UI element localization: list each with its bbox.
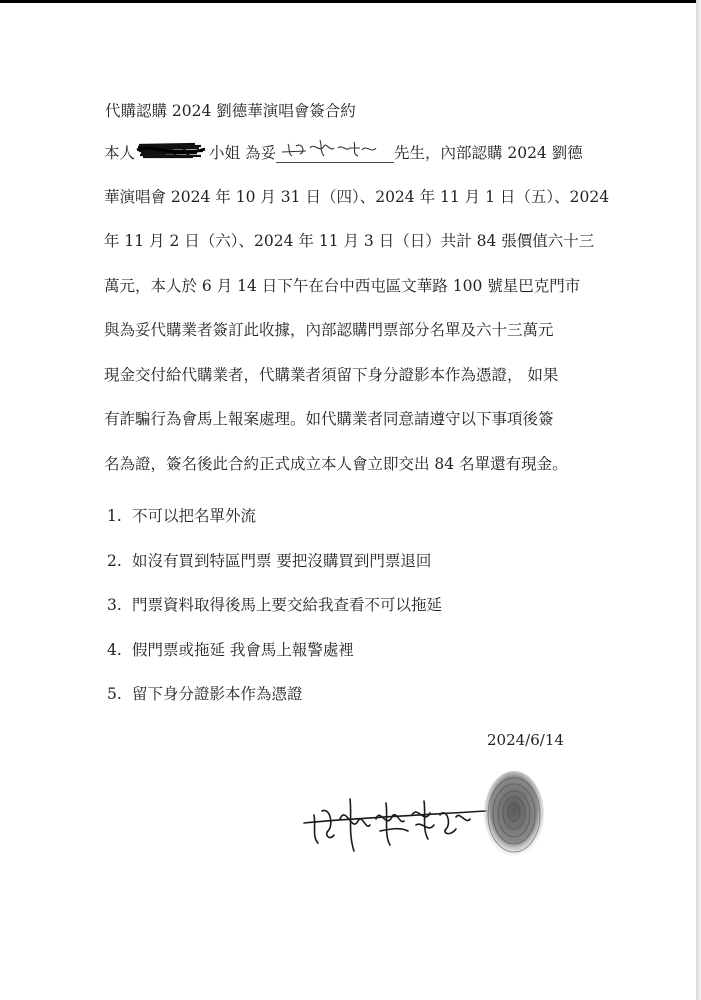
term-text: 門票資料取得後馬上要交給我查看不可以拖延 [131,596,442,614]
term-item [107,550,442,595]
paragraph-line-4: 萬元，本人於 6 月 14 日下午在台中西屯區文華路 100 號星巴克門市 [104,276,581,295]
signature-blank [276,142,394,163]
paragraph-line-3: 年 11 月 2 日（六）、2024 年 11 月 3 日（日）共計 84 張價值六十三 [104,232,595,250]
term-number: 2. [107,551,122,570]
contract-paragraph [104,141,610,497]
thumbprint-image [481,768,547,860]
paragraph-line-6: 現金交付給代購業者，代購業者須留下身分證影本作為憑證， 如果 [104,365,559,384]
term-text: 留下身分證影本作為憑證 [131,685,303,703]
handwritten-signature [300,785,490,865]
contract-page [0,3,696,1000]
line1-after-signature: 先生，內部認購 2024 劉德 [393,144,583,162]
paragraph-line-1 [104,141,604,186]
signing-date: 2024/6/14 [487,731,564,749]
page-edge-shadow [696,0,701,1000]
term-number: 3. [107,596,122,614]
term-item [107,505,442,550]
term-item [107,683,442,728]
term-number: 5. [107,685,122,703]
term-text: 假門票或拖延 我會馬上報警處裡 [131,640,354,659]
paragraph-line-5: 與為妥代購業者簽訂此收據，內部認購門票部分名單及六十三萬元 [104,321,554,339]
term-number: 1. [107,507,122,525]
term-item [107,594,442,639]
paragraph-line-8: 名為證，簽名後此合約正式成立本人會立即交出 84 名單還有現金。 [104,454,568,473]
line1-prefix: 本人 [104,144,136,162]
term-text: 如沒有買到特區門票 要把沒購買到門票退回 [131,551,432,570]
term-number: 4. [107,640,122,659]
paragraph-line-7: 有詐騙行為會馬上報案處理。如代購業者同意請遵守以下事項後簽 [104,410,554,428]
redacted-name-scribble [135,141,209,159]
document-title: 代購認購 2024 劉德華演唱會簽合約 [105,102,356,120]
terms-list [107,505,442,728]
term-item [107,639,442,684]
paragraph-line-2: 華演唱會 2024 年 10 月 31 日（四）、2024 年 11 月 1 日（五）、2024 [104,187,610,206]
line1-after-redact: 小姐 為妥 [209,144,276,162]
term-text: 不可以把名單外流 [131,507,256,525]
